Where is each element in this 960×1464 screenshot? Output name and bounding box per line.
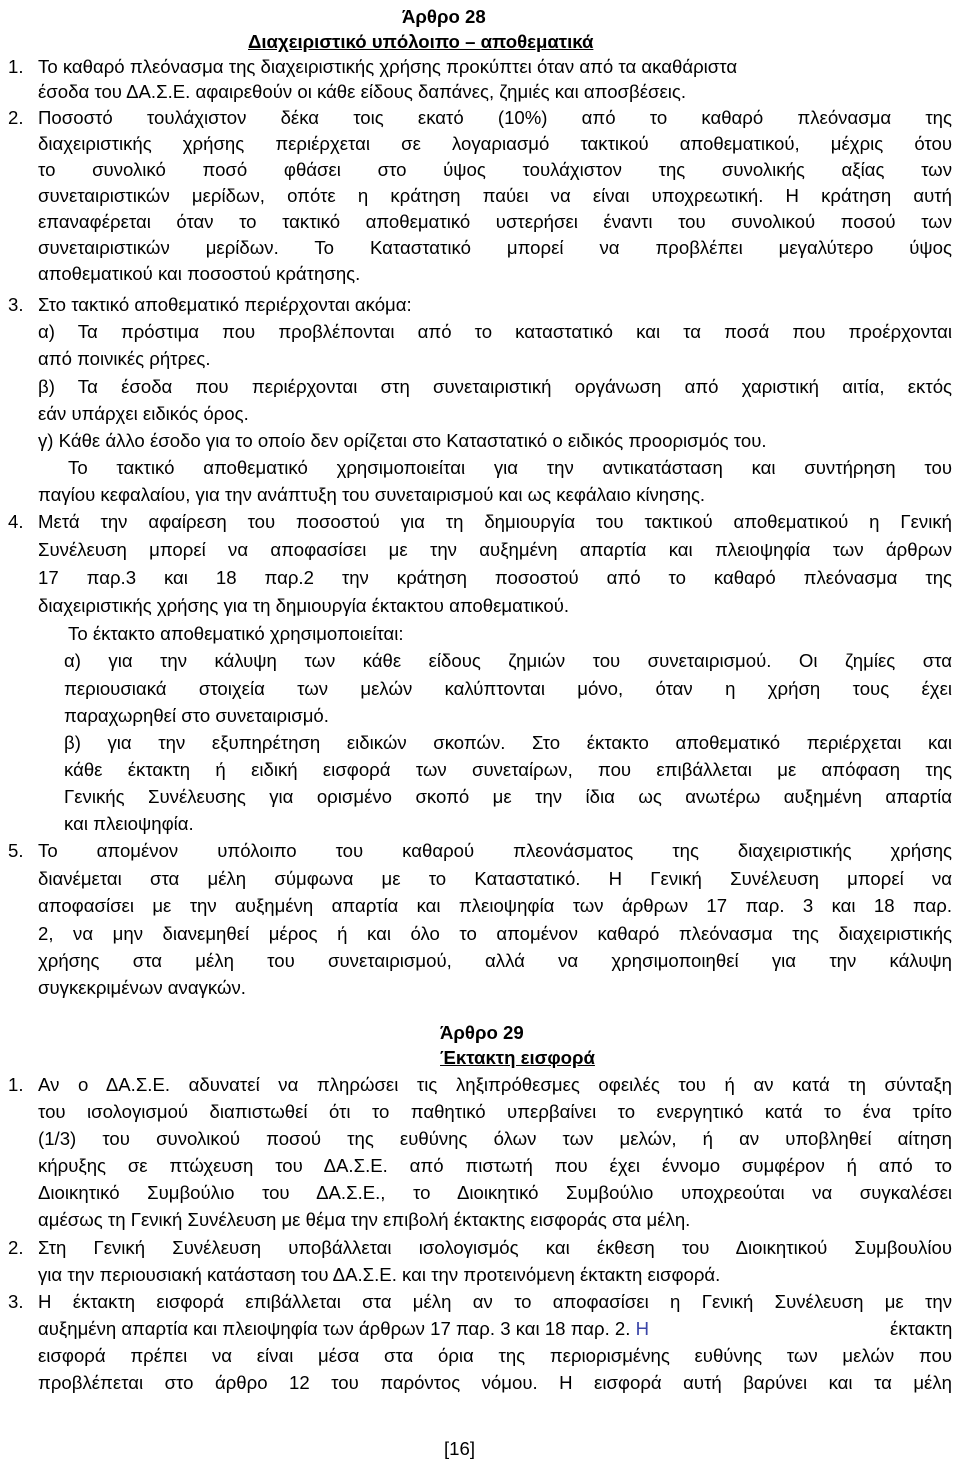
text-line: β) για την εξυπηρέτηση ειδικών σκοπών. Στο έκτακτο αποθεματικό περιέρχεται και (64, 732, 952, 753)
article-28-subtitle: Διαχειριστικό υπόλοιπο – αποθεματικά (248, 31, 594, 52)
text-line: συνεταιριστικών μερίδων. Το Καταστατικό μπορεί να προβλέπει μεγαλύτερο ύψος (38, 237, 952, 258)
paragraph-number: 5. (8, 840, 24, 861)
text-line: Ποσοστό τουλάχιστον δέκα τοις εκατό (10%) από το καθαρό πλεόνασμα της (38, 107, 952, 128)
text-line: παραχωρηθεί στο συνεταιρισμό. (64, 705, 329, 726)
text-line: Συνέλευση μπορεί να αποφασίσει με την αυξημένη απαρτία και πλειοψηφία των άρθρων (38, 539, 952, 560)
text-line: 2, να μην διανεμηθεί μέρος ή και όλο το απομένον καθαρό πλεόνασμα της διαχειριστικής (38, 923, 952, 944)
article-29-title: Άρθρο 29 (440, 1022, 524, 1043)
text-line: διαχειριστικής χρήσης περιέρχεται σε λογαριασμό τακτικού αποθεματικού, μέχρις ότου (38, 133, 952, 154)
paragraph-number: 1. (8, 56, 24, 77)
text-line: Το τακτικό αποθεματικό χρησιμοποιείται για την αντικατάσταση και συντήρηση του (68, 457, 952, 478)
text-line: εισφορά πρέπει να είναι μέσα στα όρια της περιορισμένης ευθύνης των μελών που (38, 1345, 952, 1366)
text-line: α) Τα πρόστιμα που προβλέπονται από το καταστατικό και τα ποσά που προέρχονται (38, 321, 952, 342)
text-line: Στη Γενική Συνέλευση υποβάλλεται ισολογισμός και έκθεση του Διοικητικού Συμβουλίου (38, 1237, 952, 1258)
text-line: αποθεματικού και ποσοστού κράτησης. (38, 263, 361, 284)
text-line: και πλειοψηφία. (64, 813, 194, 834)
text-line: Στο τακτικό αποθεματικό περιέρχονται ακόμα: (38, 294, 412, 315)
text-line: διαχειριστικής χρήσης για τη δημιουργία έκτακτου αποθεματικού. (38, 595, 570, 616)
text-line: Το απομένον υπόλοιπο του καθαρού πλεονάσματος της διαχειριστικής χρήσης (38, 840, 952, 861)
text-line: έσοδα του ΔΑ.Σ.Ε. αφαιρεθούν οι κάθε είδους δαπάνες, ζημιές και αποσβέσεις. (38, 81, 687, 102)
page-number: [16] (444, 1438, 476, 1459)
text-line: για την περιουσιακή κατάσταση του ΔΑ.Σ.Ε. και την προτεινόμενη έκτακτη εισφορά. (38, 1264, 721, 1285)
text-line: αποφασίσει με την αυξημένη απαρτία και πλειοψηφία των άρθρων 17 παρ. 3 και 18 παρ. (38, 895, 952, 916)
text-line: από ποινικές ρήτρες. (38, 348, 211, 369)
text-line: 17 παρ.3 και 18 παρ.2 την κράτηση ποσοστού από το καθαρό πλεόνασμα της (38, 567, 952, 588)
text-line: αυξημένη απαρτία και πλειοψηφία των άρθρων 17 παρ. 3 και 18 παρ. 2. Η (38, 1318, 650, 1339)
text-line: Η έκτακτη εισφορά επιβάλλεται στα μέλη αν το αποφασίσει η Γενική Συνέλευση με την (38, 1291, 952, 1312)
text-line: χρήσης στα μέλη του συνεταιρισμού, αλλά να χρησιμοποιηθεί για την κάλυψη (38, 950, 952, 971)
text-line: εάν υπάρχει ειδικός όρος. (38, 403, 249, 424)
text-line: επαναφέρεται όταν το τακτικό αποθεματικό υστερήσει έναντι του συνολικού ποσού των (38, 211, 952, 232)
text-line: έκτακτη (890, 1318, 953, 1339)
article-28-title: Άρθρο 28 (402, 6, 486, 27)
text-line: (1/3) του συνολικού ποσού της ευθύνης όλων των μελών, ή αν υποβληθεί αίτηση (38, 1128, 952, 1149)
paragraph-number: 1. (8, 1074, 24, 1095)
text-line: του ισολογισμού διαπιστωθεί ότι το παθητικό υπερβαίνει το ενεργητικό κατά το ένα τρίτο (38, 1101, 952, 1122)
text-line: κήρυξης σε πτώχευση του ΔΑ.Σ.Ε. από πιστωτή που έχει έννομο συμφέρον ή από το (38, 1155, 952, 1176)
text-line: συνεταιριστικών μερίδων, οπότε η κράτηση παύει να είναι υποχρεωτική. Η κράτηση αυτή (38, 185, 952, 206)
text-line: συγκεκριμένων αναγκών. (38, 977, 246, 998)
text-line: το συνολικό ποσό φθάσει στο ύψος τουλάχιστον της συνολικής αξίας των (38, 159, 952, 180)
paragraph-number: 4. (8, 511, 24, 532)
text-line: β) Τα έσοδα που περιέρχονται στη συνεταιριστική οργάνωση από χαριστική αιτία, εκτός (38, 376, 952, 397)
paragraph-number: 3. (8, 294, 24, 315)
paragraph-number: 2. (8, 107, 24, 128)
text-line: Μετά την αφαίρεση του ποσοστού για τη δημιουργία του τακτικού αποθεματικού η Γενική (38, 511, 952, 532)
text-line: Αν ο ΔΑ.Σ.Ε. αδυνατεί να πληρώσει τις ληξιπρόθεσμες οφειλές του ή αν κατά τη σύνταξη (38, 1074, 952, 1095)
text-line: κάθε έκτακτη ή ειδική εισφορά των συνεταίρων, που επιβάλλεται με απόφαση της (64, 759, 952, 780)
text-line: διανέμεται στα μέλη σύμφωνα με το Καταστατικό. Η Γενική Συνέλευση μπορεί να (38, 868, 952, 889)
text-line: προβλέπεται στο άρθρο 12 του παρόντος νόμου. Η εισφορά αυτή βαρύνει και τα μέλη (38, 1372, 952, 1393)
text-line: Το έκτακτο αποθεματικό χρησιμοποιείται: (68, 623, 404, 644)
text-line: α) για την κάλυψη των κάθε είδους ζημιών του συνεταιρισμού. Οι ζημίες στα (64, 650, 952, 671)
text-line: Διοικητικό Συμβούλιο του ΔΑ.Σ.Ε., το Διοικητικό Συμβούλιο υποχρεούται να συγκαλέσει (38, 1182, 952, 1203)
text-line: περιουσιακά στοιχεία των μελών καλύπτονται μόνο, όταν η χρήση τους έχει (64, 678, 952, 699)
text-line: Γενικής Συνέλευσης για ορισμένο σκοπό με την ίδια ως ανωτέρω αυξημένη απαρτία (64, 786, 952, 807)
paragraph-number: 2. (8, 1237, 24, 1258)
highlighted-word: Η (635, 1318, 650, 1339)
text-line: αμέσως τη Γενική Συνέλευση με θέμα την επιβολή έκτακτης εισφοράς στα μέλη. (38, 1209, 691, 1230)
text-line: Το καθαρό πλεόνασμα της διαχειριστικής χρήσης προκύπτει όταν από τα ακαθάριστα (38, 56, 738, 77)
text-line: παγίου κεφαλαίου, για την ανάπτυξη του συνεταιρισμού και ως κεφάλαιο κίνησης. (38, 484, 706, 505)
paragraph-number: 3. (8, 1291, 24, 1312)
article-29-subtitle: Έκτακτη εισφορά (440, 1047, 595, 1068)
text-line: γ) Κάθε άλλο έσοδο για το οποίο δεν ορίζεται στο Καταστατικό ο ειδικός προορισμός του. (38, 430, 767, 451)
